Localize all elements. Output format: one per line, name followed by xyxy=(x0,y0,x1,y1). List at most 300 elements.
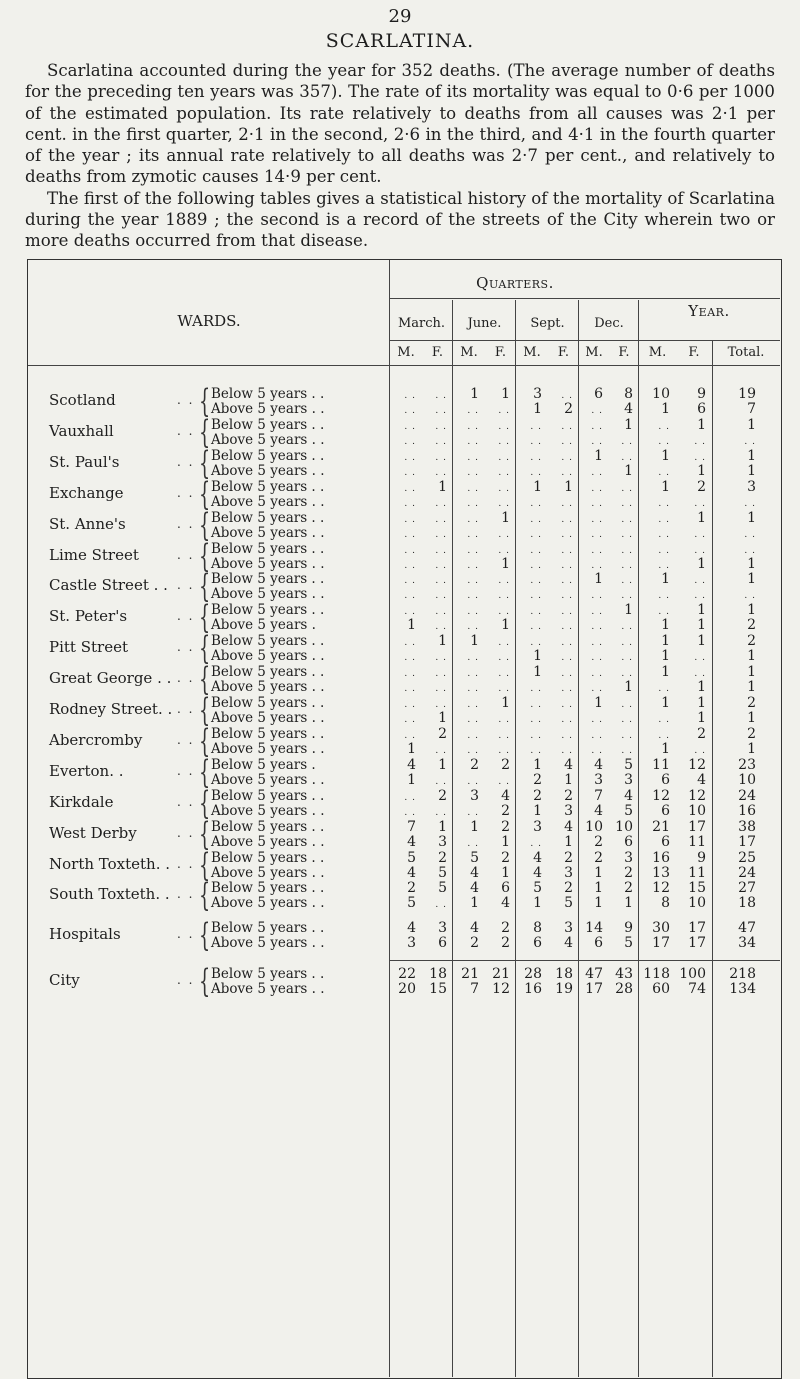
table-cell: . . xyxy=(591,622,603,633)
table-cell: . . xyxy=(435,560,447,571)
table-cell: . . xyxy=(404,792,416,803)
age-below-label: Below 5 years . . xyxy=(211,966,325,982)
ward-block xyxy=(27,845,780,884)
table-cell: . . xyxy=(435,700,447,710)
table-cell: 1 xyxy=(747,679,756,696)
brace-icon: { xyxy=(199,752,211,791)
table-cell: 1 xyxy=(624,416,633,433)
table-cell: 8 xyxy=(661,895,670,912)
ward-name: Pitt Street xyxy=(49,638,128,657)
table-cell: 60 xyxy=(652,981,670,997)
table-cell: 1 xyxy=(661,648,670,665)
table-cell: 9 xyxy=(624,920,633,936)
table-cell: . . xyxy=(530,498,542,509)
brace-icon: { xyxy=(199,916,211,954)
ward-name: West Derby xyxy=(49,823,137,842)
dec-m-header: M. xyxy=(585,345,603,360)
table-cell: 5 xyxy=(407,849,416,866)
table-cell: . . xyxy=(694,545,706,556)
table-cell: 3 xyxy=(533,386,542,402)
table-cell: 18 xyxy=(429,966,447,982)
age-below-label: Below 5 years . xyxy=(211,756,316,773)
table-cell: . . xyxy=(621,700,633,710)
table-cell: 1 xyxy=(594,571,603,588)
table-cell: 1 xyxy=(438,633,447,650)
table-cell: . . xyxy=(561,421,573,432)
table-cell: . . xyxy=(404,498,416,509)
table-cell: 3 xyxy=(594,771,603,788)
table-cell: 3 xyxy=(564,864,573,881)
table-cell: . . xyxy=(530,560,542,571)
table-cell: 11 xyxy=(652,756,670,773)
year-f-header: F. xyxy=(688,345,700,360)
table-cell: . . xyxy=(498,452,510,463)
table-cell: 2 xyxy=(624,880,633,897)
table-cell: . . xyxy=(467,576,479,587)
table-cell: . . xyxy=(404,406,416,416)
table-cell: . . xyxy=(498,545,510,556)
leader-dots: . . xyxy=(177,794,195,809)
age-below-label: Below 5 years . . xyxy=(211,664,325,681)
table-cell: . . xyxy=(530,700,542,710)
table-cell: 25 xyxy=(738,849,756,866)
table-cell: 5 xyxy=(624,756,633,773)
table-cell: 12 xyxy=(652,880,670,897)
table-cell: 1 xyxy=(697,416,706,433)
leader-dots: . . xyxy=(177,609,195,624)
table-cell: 30 xyxy=(652,920,670,936)
brace-icon: { xyxy=(199,598,211,637)
brace-icon: { xyxy=(199,962,211,1000)
table-cell: 1 xyxy=(624,462,633,479)
table-cell: . . xyxy=(435,607,447,618)
ward-name: Abercromby xyxy=(49,730,143,749)
ward-name: Vauxhall xyxy=(49,421,114,440)
table-cell: 2 xyxy=(407,880,416,897)
table-cell: 4 xyxy=(407,864,416,881)
table-cell: 1 xyxy=(747,462,756,479)
table-cell: 4 xyxy=(624,401,633,417)
age-above-label: Above 5 years . . xyxy=(211,431,325,448)
table-cell: . . xyxy=(530,467,542,478)
age-below-label: Below 5 years . . xyxy=(211,416,325,433)
table-cell: . . xyxy=(561,653,573,664)
table-cell: 1 xyxy=(697,695,706,711)
table-cell: 1 xyxy=(747,571,756,588)
table-cell: 10 xyxy=(738,771,756,788)
table-cell: . . xyxy=(591,653,603,664)
leader-dots: . . xyxy=(177,454,195,469)
table-cell: . . xyxy=(498,684,510,695)
brace-icon: { xyxy=(199,845,211,884)
table-cell: 17 xyxy=(738,833,756,850)
table-cell: . . xyxy=(404,421,416,432)
table-cell: 1 xyxy=(533,802,542,819)
table-cell: . . xyxy=(467,498,479,509)
table-cell: 5 xyxy=(624,802,633,819)
table-cell: 1 xyxy=(470,386,479,402)
ward-name: Kirkdale xyxy=(49,792,114,811)
table-cell: 1 xyxy=(697,462,706,479)
table-cell: . . xyxy=(435,576,447,587)
table-cell: 21 xyxy=(652,818,670,835)
table-cell: . . xyxy=(591,560,603,571)
table-cell: 1 xyxy=(438,818,447,835)
table-cell: . . xyxy=(467,745,479,756)
table-cell: 100 xyxy=(679,966,706,982)
table-cell: 1 xyxy=(747,664,756,681)
table-cell: 2 xyxy=(470,756,479,773)
table-cell: . . xyxy=(530,622,542,633)
brace-icon: { xyxy=(199,691,211,729)
table-cell: . . xyxy=(435,669,447,680)
age-below-label: Below 5 years . . xyxy=(211,509,325,526)
table-cell: . . xyxy=(658,529,670,540)
table-cell: . . xyxy=(498,483,510,494)
table-cell: 18 xyxy=(738,895,756,912)
table-cell: . . xyxy=(561,715,573,725)
table-cell: 17 xyxy=(688,818,706,835)
table-cell: 1 xyxy=(438,756,447,773)
table-cell: 1 xyxy=(564,771,573,788)
table-cell: . . xyxy=(694,436,706,447)
ward-block xyxy=(27,691,780,729)
leader-dots: . . xyxy=(177,423,195,438)
table-cell: 4 xyxy=(697,771,706,788)
table-cell: . . xyxy=(658,467,670,478)
table-cell: . . xyxy=(530,745,542,756)
table-cell: . . xyxy=(498,529,510,540)
age-below-label: Below 5 years . . xyxy=(211,695,325,711)
table-cell: . . xyxy=(467,684,479,695)
table-cell: 21 xyxy=(492,966,510,982)
table-cell: 19 xyxy=(738,386,756,402)
table-cell: 2 xyxy=(624,864,633,881)
table-cell: . . xyxy=(530,684,542,695)
table-cell: . . xyxy=(694,498,706,509)
table-cell: . . xyxy=(498,467,510,478)
table-cell: 24 xyxy=(738,787,756,804)
table-cell: . . xyxy=(744,529,756,540)
table-cell: 4 xyxy=(533,864,542,881)
table-cell: 218 xyxy=(729,966,756,982)
table-cell: 4 xyxy=(470,880,479,897)
ward-block xyxy=(27,814,780,853)
table-cell: 1 xyxy=(697,602,706,619)
table-cell: . . xyxy=(621,498,633,509)
table-cell: 6 xyxy=(438,935,447,951)
table-cell: . . xyxy=(498,730,510,741)
table-cell: . . xyxy=(467,436,479,447)
ward-block xyxy=(27,474,780,513)
table-cell: . . xyxy=(621,545,633,556)
table-cell: . . xyxy=(561,498,573,509)
table-cell: . . xyxy=(744,545,756,556)
age-below-label: Below 5 years . . xyxy=(211,571,325,588)
brace-icon: { xyxy=(199,567,211,606)
age-above-label: Above 5 years . xyxy=(211,617,316,634)
leader-dots: . . xyxy=(177,973,195,987)
age-above-label: Above 5 years . . xyxy=(211,586,325,603)
table-cell: . . xyxy=(530,607,542,618)
table-cell: 1 xyxy=(501,864,510,881)
table-cell: 21 xyxy=(461,966,479,982)
table-cell: 1 xyxy=(438,478,447,495)
table-cell: . . xyxy=(498,498,510,509)
table-cell: . . xyxy=(694,529,706,540)
table-cell: 6 xyxy=(501,880,510,897)
quarters-heading: Quarters. xyxy=(476,274,554,292)
ward-name: South Toxteth. . xyxy=(49,885,170,904)
age-above-label: Above 5 years . . xyxy=(211,981,325,997)
table-cell: . . xyxy=(498,406,510,416)
table-cell: . . xyxy=(561,452,573,463)
table-cell: . . xyxy=(498,715,510,725)
table-cell: . . xyxy=(658,498,670,509)
table-cell: . . xyxy=(658,545,670,556)
table-cell: . . xyxy=(467,807,479,818)
table-cell: 1 xyxy=(747,509,756,526)
city-sum-rule xyxy=(390,960,780,961)
period-june: June. xyxy=(467,316,502,331)
table-cell: 15 xyxy=(688,880,706,897)
leader-dots: . . xyxy=(177,927,195,941)
table-cell: . . xyxy=(498,776,510,787)
brace-icon: { xyxy=(199,660,211,699)
table-cell: 34 xyxy=(738,935,756,951)
table-cell: . . xyxy=(744,591,756,602)
table-cell: 3 xyxy=(438,920,447,936)
table-cell: 134 xyxy=(729,981,756,997)
table-cell: 1 xyxy=(501,695,510,711)
ward-block xyxy=(27,783,780,822)
table-cell: 1 xyxy=(407,771,416,788)
table-cell: 23 xyxy=(738,756,756,773)
leader-dots: . . xyxy=(177,640,195,655)
table-cell: . . xyxy=(435,467,447,478)
table-cell: . . xyxy=(530,576,542,587)
table-cell: 4 xyxy=(564,756,573,773)
ward-name: Scotland xyxy=(49,391,116,409)
table-cell: 1 xyxy=(501,555,510,572)
ward-block xyxy=(27,752,780,791)
table-cell: . . xyxy=(621,730,633,741)
leader-dots: . . xyxy=(177,516,195,531)
table-cell: . . xyxy=(694,452,706,463)
ward-name: Exchange xyxy=(49,483,124,502)
table-cell: . . xyxy=(530,421,542,432)
leader-dots: . . xyxy=(177,732,195,747)
table-cell: . . xyxy=(591,406,603,416)
june-f-header: F. xyxy=(494,345,507,360)
table-cell: 19 xyxy=(555,981,573,997)
table-cell: . . xyxy=(621,591,633,602)
table-cell: . . xyxy=(561,591,573,602)
table-cell: . . xyxy=(404,391,416,401)
table-cell: 2 xyxy=(697,478,706,495)
table-cell: 1 xyxy=(747,416,756,433)
table-cell: 5 xyxy=(624,935,633,951)
ward-block xyxy=(27,876,780,915)
leader-dots: . . xyxy=(177,856,195,871)
table-cell: 2 xyxy=(438,849,447,866)
age-below-label: Below 5 years . . xyxy=(211,602,325,619)
table-cell: . . xyxy=(530,545,542,556)
table-cell: . . xyxy=(694,653,706,664)
table-cell: 4 xyxy=(564,935,573,951)
table-cell: . . xyxy=(467,607,479,618)
table-cell: . . xyxy=(498,653,510,664)
table-cell: . . xyxy=(621,669,633,680)
table-cell: . . xyxy=(498,638,510,649)
brace-icon: { xyxy=(199,382,211,420)
table-cell: 6 xyxy=(594,386,603,402)
table-cell: . . xyxy=(404,529,416,540)
table-cell: 12 xyxy=(652,787,670,804)
table-cell: 1 xyxy=(501,386,510,402)
table-cell: . . xyxy=(404,638,416,649)
table-cell: . . xyxy=(467,730,479,741)
table-cell: . . xyxy=(744,436,756,447)
table-cell: . . xyxy=(658,436,670,447)
table-cell: 24 xyxy=(738,864,756,881)
table-cell: . . xyxy=(435,452,447,463)
table-cell: . . xyxy=(435,591,447,602)
table-cell: . . xyxy=(621,715,633,725)
table-cell: 1 xyxy=(661,740,670,757)
table-cell: . . xyxy=(435,745,447,756)
table-cell: . . xyxy=(621,653,633,664)
table-cell: . . xyxy=(658,421,670,432)
june-m-header: M. xyxy=(460,345,478,360)
age-below-label: Below 5 years . . xyxy=(211,725,325,742)
dec-f-header: F. xyxy=(618,345,630,360)
table-cell: . . xyxy=(467,421,479,432)
table-cell: . . xyxy=(467,653,479,664)
paragraph-2: The first of the following tables gives a statistical history of the mortality of Scarlatina during the year 1889 ; the second is a record of the streets of the City wherein two or more deaths occurred from that disease. xyxy=(25,188,775,251)
table-cell: . . xyxy=(530,838,542,849)
table-cell: 9 xyxy=(697,386,706,402)
table-cell: . . xyxy=(621,436,633,447)
table-cell: 11 xyxy=(688,833,706,850)
table-cell: 2 xyxy=(564,401,573,417)
table-cell: . . xyxy=(561,560,573,571)
table-cell: . . xyxy=(561,576,573,587)
table-cell: 1 xyxy=(407,740,416,757)
brace-icon: { xyxy=(199,876,211,915)
table-cell: 5 xyxy=(564,895,573,912)
table-cell: 17 xyxy=(585,981,603,997)
table-cell: 2 xyxy=(501,818,510,835)
table-cell: 14 xyxy=(585,920,603,936)
table-cell: 10 xyxy=(652,386,670,402)
period-dec: Dec. xyxy=(594,316,624,331)
table-cell: 1 xyxy=(747,447,756,464)
table-cell: 1 xyxy=(594,695,603,711)
leader-dots: . . xyxy=(177,485,195,500)
age-above-label: Above 5 years . . xyxy=(211,524,325,541)
table-cell: . . xyxy=(435,653,447,664)
table-cell: . . xyxy=(561,545,573,556)
table-cell: 1 xyxy=(747,555,756,572)
table-cell: . . xyxy=(621,745,633,756)
table-cell: 11 xyxy=(688,864,706,881)
table-cell: . . xyxy=(435,807,447,818)
table-cell: 1 xyxy=(624,895,633,912)
brace-icon: { xyxy=(199,536,211,575)
table-cell: 28 xyxy=(615,981,633,997)
table-cell: 15 xyxy=(429,981,447,997)
table-cell: 10 xyxy=(585,818,603,835)
table-cell: . . xyxy=(467,700,479,710)
table-cell: . . xyxy=(467,776,479,787)
age-below-label: Below 5 years . . xyxy=(211,386,325,402)
table-cell: . . xyxy=(744,498,756,509)
table-cell: 1 xyxy=(661,695,670,711)
table-cell: . . xyxy=(404,452,416,463)
table-cell: . . xyxy=(694,669,706,680)
table-cell: . . xyxy=(404,653,416,664)
table-cell: . . xyxy=(404,684,416,695)
table-cell: 47 xyxy=(738,920,756,936)
table-cell: 1 xyxy=(533,401,542,417)
table-cell: 74 xyxy=(688,981,706,997)
table-cell: . . xyxy=(694,576,706,587)
ward-name: Lime Street xyxy=(49,545,139,564)
table-cell: . . xyxy=(467,669,479,680)
table-cell: . . xyxy=(591,684,603,695)
table-cell: 1 xyxy=(624,679,633,696)
table-cell: 4 xyxy=(407,920,416,936)
table-cell: . . xyxy=(621,622,633,633)
age-above-label: Above 5 years . . xyxy=(211,493,325,510)
table-cell: . . xyxy=(435,498,447,509)
age-above-label: Above 5 years . . xyxy=(211,648,325,665)
table-cell: 1 xyxy=(564,833,573,850)
table-cell: 16 xyxy=(524,981,542,997)
leader-dots: . . xyxy=(177,671,195,686)
table-cell: 12 xyxy=(688,756,706,773)
table-cell: 1 xyxy=(470,818,479,835)
table-cell: . . xyxy=(591,545,603,556)
table-cell: . . xyxy=(404,436,416,447)
table-cell: 4 xyxy=(533,849,542,866)
table-cell: 5 xyxy=(438,864,447,881)
leader-dots: . . xyxy=(177,825,195,840)
table-cell: . . xyxy=(530,591,542,602)
table-cell: 2 xyxy=(501,756,510,773)
table-cell: . . xyxy=(498,745,510,756)
table-cell: 2 xyxy=(564,849,573,866)
age-above-label: Above 5 years . . xyxy=(211,935,325,951)
ward-name: City xyxy=(49,971,80,989)
table-cell: 1 xyxy=(697,509,706,526)
table-cell: 8 xyxy=(533,920,542,936)
table-cell: 7 xyxy=(747,401,756,417)
sept-m-header: M. xyxy=(523,345,541,360)
table-cell: . . xyxy=(621,514,633,525)
period-march: March. xyxy=(397,316,446,331)
table-cell: 6 xyxy=(533,935,542,951)
ward-name: North Toxteth. . xyxy=(49,854,171,873)
table-cell: 6 xyxy=(697,401,706,417)
table-cell: . . xyxy=(404,730,416,741)
table-cell: . . xyxy=(591,638,603,649)
table-cell: 3 xyxy=(564,920,573,936)
leader-dots: . . xyxy=(177,887,195,902)
table-cell: 7 xyxy=(470,981,479,997)
table-cell: 4 xyxy=(501,787,510,804)
